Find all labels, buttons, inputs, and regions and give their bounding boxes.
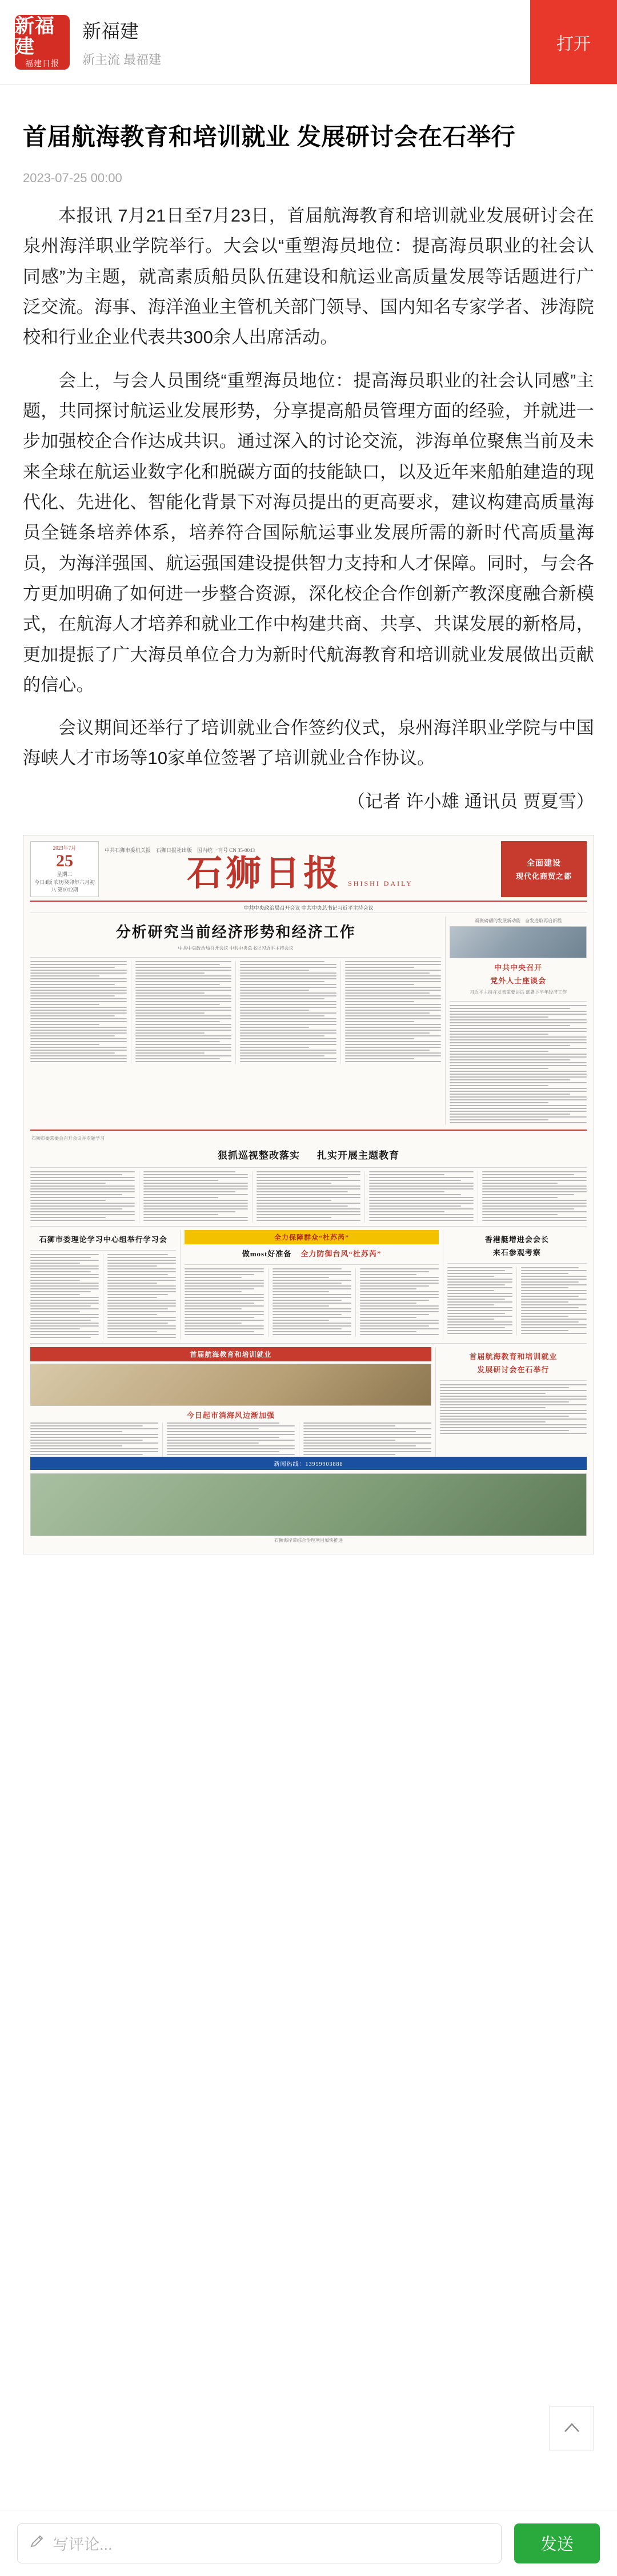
app-logo-sub: 福建日报 xyxy=(25,59,59,69)
article-byline: （记者 许小雄 通讯员 贾夏雪） xyxy=(347,791,594,811)
newspaper-ribbon: 中共石狮市委机关报 石狮日报社出版 国内统一刊号 CN 35-0043 xyxy=(105,847,255,854)
newspaper-page-image[interactable] xyxy=(23,835,594,1554)
newspaper-text-block xyxy=(482,1171,587,1221)
newspaper-text-block xyxy=(369,1171,474,1221)
back-to-top-button[interactable] xyxy=(550,2406,594,2450)
bottom-spacer xyxy=(0,1554,617,1640)
newspaper-name-en: SHISHI DAILY xyxy=(348,879,413,887)
app-logo-main: 新福建 xyxy=(15,15,55,58)
article-paragraph: 会议期间还举行了培训就业合作签约仪式，泉州海洋职业学院与中国海峡人才市场等10家单位签署了培训就业合作协议。 xyxy=(23,718,594,769)
section2-kicker: 石狮市委常委会召开会议并专题学习 xyxy=(31,1135,105,1141)
section3-mid-headline-left: 做most好准备 xyxy=(242,1249,292,1258)
comment-input[interactable] xyxy=(17,2523,502,2563)
publish-date: 2023-07-25 00:00 xyxy=(23,171,122,186)
newspaper-photo-typhoon xyxy=(30,1364,431,1406)
arrow-up-icon xyxy=(560,2417,583,2440)
section3-right xyxy=(447,1230,587,1340)
newspaper-nameplate xyxy=(105,856,495,891)
right-column-headline-2: 党外人士座谈会 xyxy=(490,976,547,985)
newspaper-name-cn: 石狮日报 xyxy=(187,854,343,893)
newspaper-text-block xyxy=(30,1422,158,1455)
right-column-kicker: 凝聚磅礴的发展新动能 奋发进取再启新程 xyxy=(475,918,562,923)
newspaper-top-band: 中共中央政治局召开会议 中共中央总书记习近平主持会议 xyxy=(30,902,587,913)
pencil-icon xyxy=(29,2533,45,2553)
newspaper-masthead-badge xyxy=(501,841,587,897)
newspaper-text-block xyxy=(30,1171,135,1221)
newspaper-hotline: 新闻热线：13959903888 xyxy=(30,1457,587,1470)
section3-left xyxy=(30,1230,176,1340)
section3-left-headline: 石狮市委理论学习中心组举行学习会 xyxy=(39,1235,167,1244)
comment-bar xyxy=(0,2510,617,2576)
newspaper-bottom-photo xyxy=(30,1473,587,1536)
app-slogan: 新主流 最福建 xyxy=(82,52,162,67)
newspaper-text-block xyxy=(521,1267,587,1334)
newspaper-date-lines: 今日4版 农历癸卯年六月初八 第1012期 xyxy=(34,879,95,893)
app-header-texts xyxy=(70,0,530,84)
bottom-right-headline-1: 首届航海教育和培训就业 xyxy=(469,1352,558,1361)
masthead-badge-line2: 现代化商贸之都 xyxy=(515,871,572,881)
section3-yellow-bar: 全力保障群众“杜苏芮” xyxy=(185,1230,438,1244)
open-app-button[interactable]: 打开 xyxy=(530,0,617,84)
newspaper-text-block xyxy=(345,961,442,1062)
article xyxy=(0,85,617,817)
newspaper-text-block xyxy=(135,961,232,1062)
newspaper-main-subline: 中共中央政治局召开会议 中共中央总书记习近平主持会议 xyxy=(178,945,294,951)
newspaper-red-bar-1: 首届航海教育和培训就业 xyxy=(30,1347,431,1361)
newspaper-text-block xyxy=(143,1171,248,1221)
right-column-photo xyxy=(450,926,587,958)
newspaper-date-top: 2023年7月 xyxy=(53,845,77,851)
article-paragraph: 会上，与会人员围绕“重塑海员地位：提高海员职业的社会认同感”主题，共同探讨航运业发展形势，分享提高船员管理方面的经验，并就进一步加强校企合作达成共识。通过深入的讨论交流，涉海单位聚焦当前及未来全球在航运业数字化和脱碳方面的技能缺口，以及近年来船舶建造的现代化、先进化、智能化背景下对海员提出的更高要求，建议构建高质量海员全链条培养体系，培养符合国际航运事业发展所需的新时代高质量海员，为海洋强国、航运强国建设提供智力支持和人才保障。同时，与会各方更加明确了如何进一步整合资源，深化校企合作创新产教深度融合新模式，在航海人才培养和就业工作中构建共商、共享、共谋发展的新格局，更加提振了广大海员单位合力为新时代航海教育和培训就业发展做出贡献的信心。 xyxy=(23,370,594,695)
newspaper-text-block xyxy=(273,1268,351,1335)
app-header xyxy=(0,0,617,85)
newspaper-masthead xyxy=(30,841,587,902)
newspaper-text-block xyxy=(440,1384,587,1434)
newspaper-masthead-center xyxy=(105,841,495,897)
app-name: 新福建 xyxy=(82,20,139,42)
newspaper-date-weekday: 星期二 xyxy=(57,871,73,878)
section3-mid-headline-right: 全力防御台风“杜苏芮” xyxy=(301,1249,382,1258)
section3-middle xyxy=(185,1230,438,1340)
newspaper-banner-block xyxy=(30,1347,431,1457)
newspaper-date-day: 25 xyxy=(56,851,73,871)
section2-headline-right: 扎实开展主题教育 xyxy=(317,1150,399,1161)
bottom-right-headline-2: 发展研讨会在石举行 xyxy=(477,1365,550,1374)
comment-placeholder: 写评论... xyxy=(53,2536,113,2553)
newspaper-text-block xyxy=(167,1422,295,1455)
app-logo xyxy=(15,15,70,70)
newspaper-text-block xyxy=(107,1254,176,1338)
newspaper-bottom-right xyxy=(440,1347,587,1457)
newspaper-main-headline: 分析研究当前经济形势和经济工作 xyxy=(115,923,356,941)
section3-right-headline-1: 香港艇增进会会长 xyxy=(484,1235,549,1244)
newspaper-text-block xyxy=(450,1005,587,1123)
newspaper-text-block xyxy=(257,1171,361,1221)
article-paragraph: 本报讯 7月21日至7月23日，首届航海教育和培训就业发展研讨会在泉州海洋职业学院举行。大会以“重塑海员地位：提高海员职业的社会认同感”为主题，就高素质船员队伍建设和航运业高质量发展等话题进行广泛交流。海事、海洋渔业主管机关部门领导、国内知名专家学者、涉海院校和行业企业代表共300余人出席活动。 xyxy=(23,206,594,348)
newspaper-text-block xyxy=(240,961,336,1062)
newspaper-bottom-photo-caption: 石狮海岸带综合治理项目加快推进 xyxy=(274,1537,343,1543)
send-comment-button[interactable]: 发送 xyxy=(514,2523,600,2563)
newspaper-text-block xyxy=(30,1254,99,1338)
right-column-subline: 习近平主持并发表重要讲话 部署下半年经济工作 xyxy=(470,989,567,995)
newspaper-text-block xyxy=(360,1268,439,1335)
newspaper-red-bar-2: 今日起市消海风边渐加强 xyxy=(186,1410,275,1420)
newspaper-right-column xyxy=(450,917,587,1125)
newspaper-date-box xyxy=(30,841,99,897)
newspaper-text-block xyxy=(185,1268,263,1335)
newspaper-text-block xyxy=(303,1422,431,1455)
newspaper-text-block xyxy=(447,1267,513,1334)
newspaper-figure xyxy=(0,829,617,1554)
masthead-badge-line1: 全面建设 xyxy=(527,859,561,868)
article-body xyxy=(23,200,594,817)
newspaper-text-block xyxy=(30,961,127,1062)
newspaper-main-block xyxy=(30,917,441,1125)
section2-headline-left: 狠抓巡视整改落实 xyxy=(218,1150,300,1161)
section3-right-headline-2: 来石参观考察 xyxy=(492,1248,541,1257)
right-column-headline-1: 中共中央召开 xyxy=(494,963,543,972)
page-title: 首届航海教育和培训就业 发展研讨会在石举行 xyxy=(23,123,516,151)
